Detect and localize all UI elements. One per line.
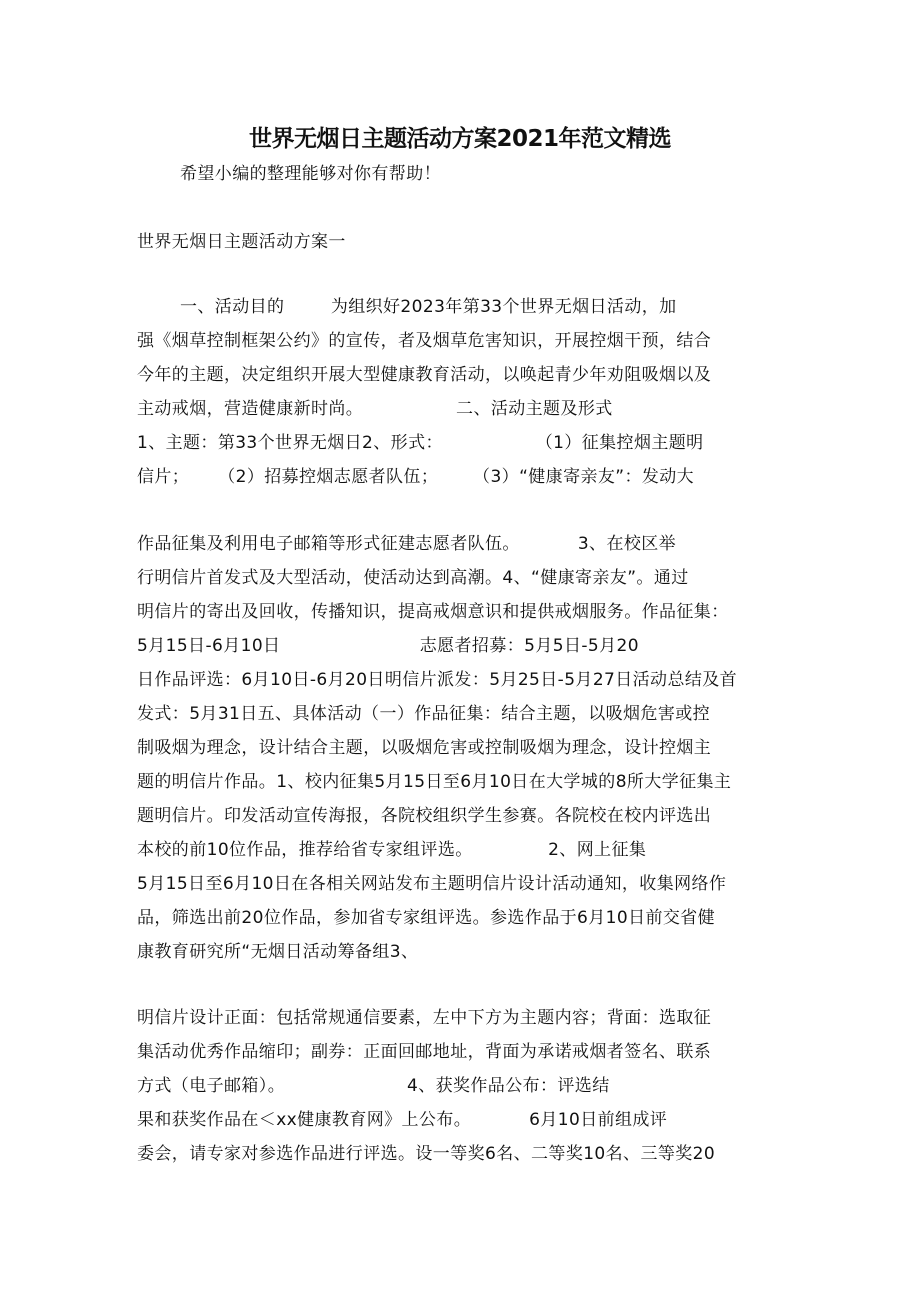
body-line-2: 强《烟草控制框架公约》的宣传，者及烟草危害知识，开展控烟干预，结合: [137, 331, 712, 351]
body-line-20: 明信片设计正面：包括常规通信要素，左中下方为主题内容；背面：选取征: [137, 1008, 712, 1028]
body-line-4: 主动戒烟，营造健康新时尚。 二、活动主题及形式: [137, 399, 613, 419]
body-line-14: 题的明信片作品。1、校内征集5月15日至6月10日在大学城的8所大学征集主: [137, 772, 732, 792]
body-line-17: 5月15日至6月10日在各相关网站发布主题明信片设计活动通知，收集网络作: [137, 874, 727, 894]
document-title: 世界无烟日主题活动方案2021年范文精选: [248, 126, 671, 152]
intro-line: 希望小编的整理能够对你有帮助！: [180, 164, 441, 184]
body-line-7: 作品征集及利用电子邮箱等形式征建志愿者队伍。 3、在校区举: [137, 534, 677, 554]
body-line-9: 明信片的寄出及回收，传播知识，提高戒烟意识和提供戒烟服务。作品征集：: [137, 602, 729, 622]
body-line-21: 集活动优秀作品缩印；副券：正面回邮地址，背面为承诺戒烟者签名、联系: [137, 1042, 712, 1062]
body-line-23: 果和获奖作品在＜xx健康教育网》上公布。 6月10日前组成评: [137, 1110, 668, 1130]
body-line-15: 题明信片。印发活动宣传海报，各院校组织学生参赛。各院校在校内评选出: [137, 806, 712, 826]
body-line-6: 信片； （2）招募控烟志愿者队伍； （3）“健康寄亲友”：发动大: [137, 467, 695, 487]
body-line-5: 1、主题：第33个世界无烟日2、形式： （1）征集控烟主题明: [137, 433, 704, 453]
body-line-13: 制吸烟为理念，设计结合主题，以吸烟危害或控制吸烟为理念，设计控烟主: [137, 738, 712, 758]
body-line-16: 本校的前10位作品，推荐给省专家组评选。 2、网上征集: [137, 840, 647, 860]
body-line-24: 委会，请专家对参选作品进行评选。设一等奖6名、二等奖10名、三等奖20: [137, 1144, 716, 1164]
body-line-3: 今年的主题，决定组织开展大型健康教育活动，以唤起青少年劝阻吸烟以及: [137, 365, 712, 385]
body-line-18: 品，筛选出前20位作品，参加省专家组评选。参选作品于6月10日前交省健: [137, 908, 716, 928]
body-line-22: 方式（电子邮箱）。 4、获奖作品公布：评选结: [137, 1076, 610, 1096]
body-line-1: 一、活动目的 为组织好2023年第33个世界无烟日活动，加: [180, 297, 677, 317]
body-line-10: 5月15日-6月10日 志愿者招募：5月5日-5月20: [137, 636, 639, 656]
body-line-8: 行明信片首发式及大型活动，使活动达到高潮。4、“健康寄亲友”。通过: [137, 568, 689, 588]
body-line-19: 康教育研究所“无烟日活动筹备组3、: [137, 942, 419, 962]
body-line-11: 日作品评选：6月10日-6月20日明信片派发：5月25日-5月27日活动总结及首: [137, 670, 738, 690]
body-line-12: 发式：5月31日五、具体活动（一）作品征集：结合主题，以吸烟危害或控: [137, 704, 711, 724]
section-heading: 世界无烟日主题活动方案一: [137, 232, 346, 252]
